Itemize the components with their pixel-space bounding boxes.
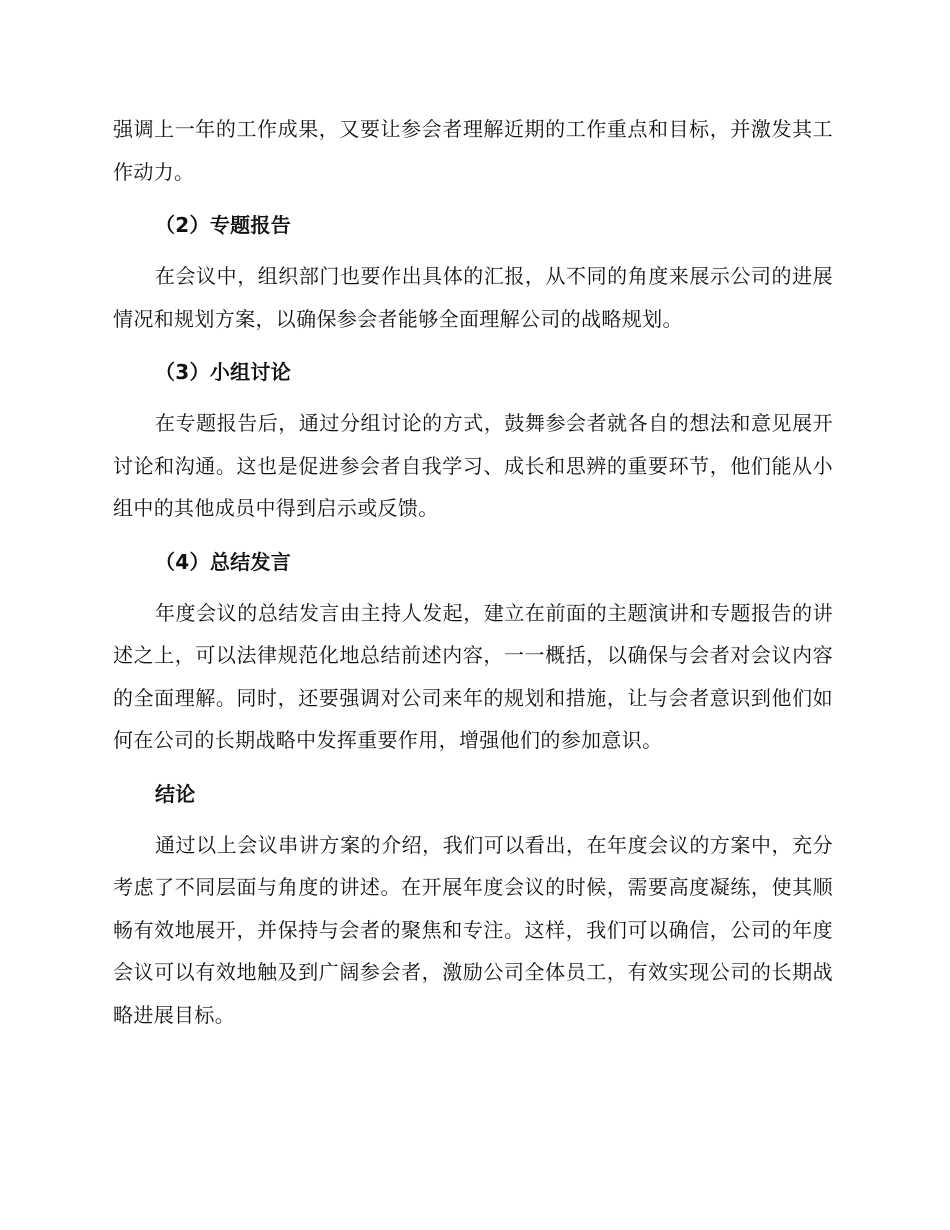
paragraph-conclusion: 通过以上会议串讲方案的介绍，我们可以看出，在年度会议的方案中，充分考虑了不同层面与角度的讲述。在开展年度会议的时候，需要高度凝练，使其顺畅有效地展开，并保持与会者的聚焦和专注。这样，我们可以确信，公司的年度会议可以有效地触及到广阔参会者，激励公司全体员工，有效实现公司的长期战略进展目标。 xyxy=(113,832,833,1027)
section-heading-conclusion: 结论 xyxy=(155,781,196,806)
paragraph-group-discussion: 在专题报告后，通过分组讨论的方式，鼓舞参会者就各自的想法和意见展开讨论和沟通。这也是促进参会者自我学习、成长和思辨的重要环节，他们能从小组中的其他成员中得到启示或反馈。 xyxy=(113,411,833,520)
section-heading-group-discussion: （3）小组讨论 xyxy=(155,360,292,384)
paragraph-special-report: 在会议中，组织部门也要作出具体的汇报，从不同的角度来展示公司的进展情况和规划方案，以确保参会者能够全面理解公司的战略规划。 xyxy=(113,264,833,331)
paragraph-continuation: 强调上一年的工作成果，又要让参会者理解近期的工作重点和目标，并激发其工作动力。 xyxy=(113,117,833,184)
paragraph-summary-speech: 年度会议的总结发言由主持人发起，建立在前面的主题演讲和专题报告的讲述之上，可以法律规范化地总结前述内容，一一概括，以确保与会者对会议内容的全面理解。同时，还要强调对公司来年的规划和措施，让与会者意识到他们如何在公司的长期战略中发挥重要作用，增强他们的参加意识。 xyxy=(113,600,833,752)
section-heading-special-report: （2）专题报告 xyxy=(155,213,292,237)
document-body xyxy=(113,108,833,1036)
section-heading-summary-speech: （4）总结发言 xyxy=(155,549,292,574)
